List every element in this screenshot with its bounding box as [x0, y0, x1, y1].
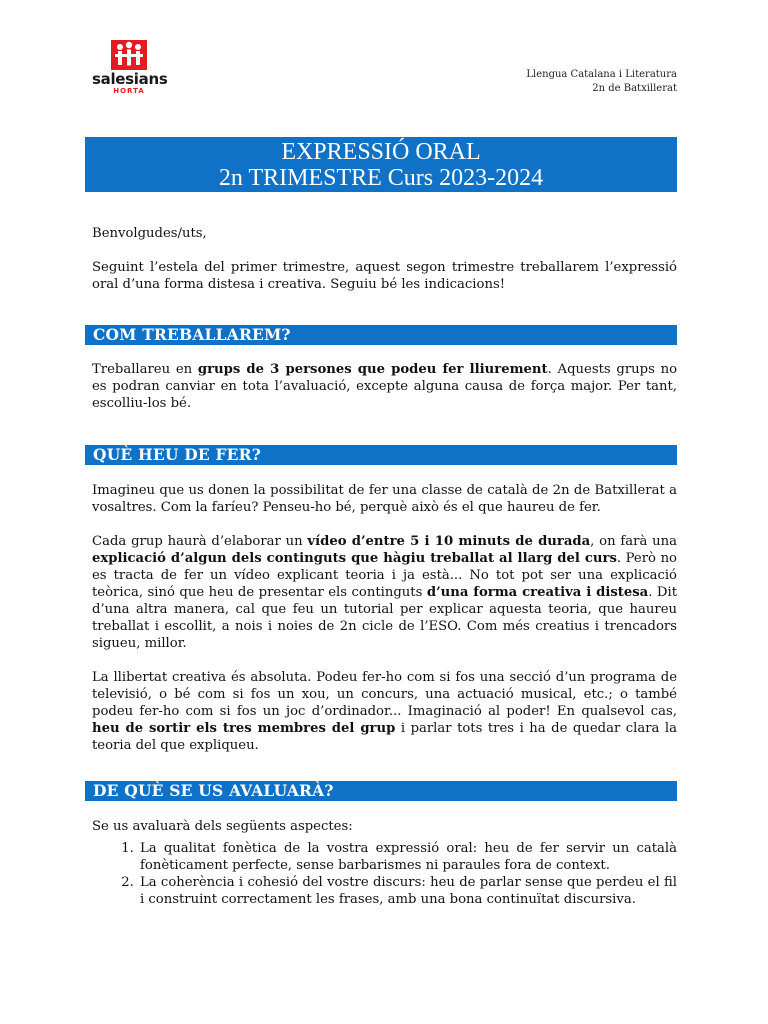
bold-text-run: grups de 3 persones que podeu fer lliurement: [197, 362, 548, 377]
section3-body: [92, 818, 677, 908]
bold-text-run: explicació d’algun dels continguts que hàgiu treballat al llarg del curs: [92, 551, 617, 566]
header-course-info: [526, 68, 677, 96]
bold-text-run: d’una forma creativa i distesa: [426, 585, 649, 600]
section2-paragraph-1: Imagineu que us donen la possibilitat de fer una classe de català de 2n de Batxillerat a vosaltres. Com la faríeu? Penseu-ho bé, perquè això és el que haureu de fer.: [92, 483, 677, 515]
title-banner: [85, 137, 677, 192]
title-line-2: 2n TRIMESTRE Curs 2023-2024: [218, 165, 544, 191]
section2-paragraph-3: [92, 669, 677, 754]
section-heading-que-heu-de-fer: QUÈ HEU DE FER?: [85, 445, 677, 465]
section2-paragraph-2: [92, 533, 677, 652]
salesians-logo: [92, 40, 166, 96]
intro-paragraph: Seguint l’estela del primer trimestre, aquest segon trimestre treballarem l’expressió oral d’una forma distesa i creativa. Seguiu bé les indicacions!: [92, 260, 677, 292]
logo-subtitle: HORTA: [113, 87, 145, 95]
course-label: 2n de Batxillerat: [592, 83, 677, 94]
intro: [92, 225, 677, 293]
title-line-1: EXPRESSIÓ ORAL: [281, 139, 481, 165]
section-heading-com-treballarem: COM TREBALLAREM?: [85, 325, 677, 345]
criteria-list: [92, 840, 677, 908]
text-run: Cada grup haurà d’elaborar un: [92, 534, 308, 549]
section1-body: [92, 361, 677, 412]
text-run: Treballareu en: [92, 362, 198, 377]
text-run: . Però no es tracta de fer un vídeo explicant teoria i ja està... No tot pot ser una explicació teòrica, sinó que heu de presentar els continguts: [92, 551, 677, 600]
text-run: . Dit d’una altra manera, cal que feu un tutorial per explicar aquesta teoria, que haureu treballat i escollit, a nois i noies de 2n cicle de l’ESO. Com més creatius i trencadors sigueu, millor.: [92, 585, 677, 651]
section1-paragraph: [92, 361, 677, 412]
section2-body: [92, 482, 677, 754]
criteria-item: 1. La qualitat fonètica de la vostra expressió oral: heu de fer servir un català fonèticament perfecte, sense barbarismes ni paraules fora de context.: [138, 840, 677, 874]
bold-text-run: heu de sortir els tres membres del grup: [92, 721, 396, 736]
bold-text-run: vídeo d’entre 5 i 10 minuts de durada: [307, 534, 591, 549]
greeting: Benvolgudes/uts,: [92, 226, 207, 241]
salesians-emblem-icon: [111, 40, 147, 70]
logo-name: salesians: [92, 70, 168, 88]
criteria-item: 2. La coherència i cohesió del vostre discurs: heu de parlar sense que perdeu el fil i construint correctament les frases, amb una bona continuïtat discursiva.: [138, 874, 677, 908]
section-heading-de-que-se-us-avaluara: DE QUÈ SE US AVALUARÀ?: [85, 781, 677, 801]
section3-intro: Se us avaluarà dels següents aspectes:: [92, 819, 353, 834]
text-run: La llibertat creativa és absoluta. Podeu fer-ho com si fos una secció d’un programa de televisió, o bé com si fos un xou, un concurs, una actuació musical, etc.; o també podeu fer-ho com si fos un joc d’ordinador... Imaginació al poder! En qualsevol cas,: [92, 670, 677, 719]
text-run: , on farà una: [590, 534, 677, 549]
subject-label: Llengua Catalana i Literatura: [526, 69, 677, 80]
text-run: . Aquests grups no es podran canviar en tota l’avaluació, excepte alguna causa de força major. Per tant, escolliu-los bé.: [92, 362, 678, 411]
text-run: i parlar tots tres i ha de quedar clara la teoria del que expliqueu.: [92, 721, 677, 753]
